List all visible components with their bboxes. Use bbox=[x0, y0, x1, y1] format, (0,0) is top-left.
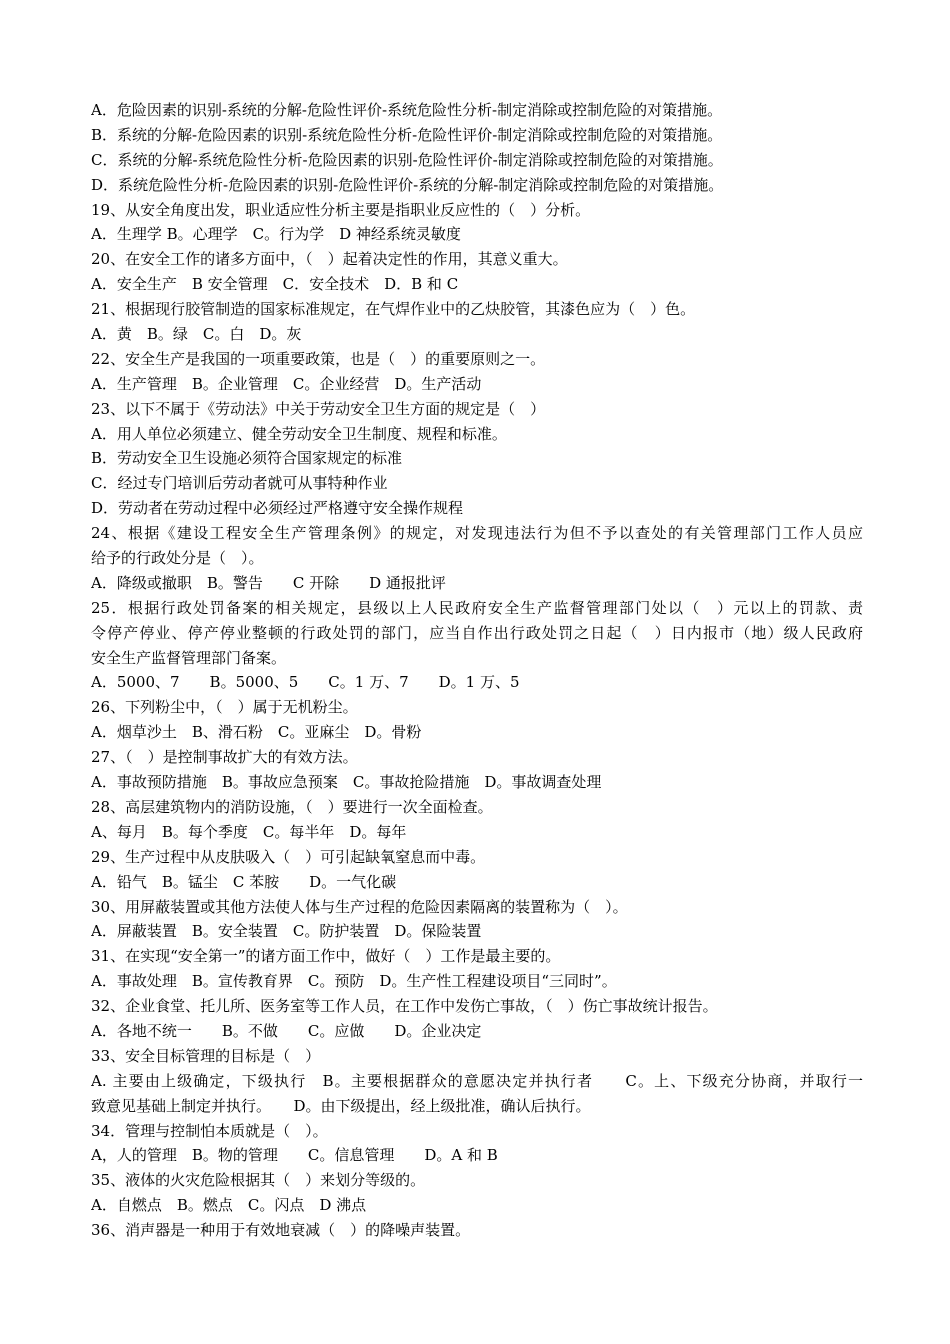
text-line: C．系统的分解-系统危险性分析-危险因素的识别-危险性评价-制定消除或控制危险的对策措施。 bbox=[91, 150, 723, 169]
text-line: 23、以下不属于《劳动法》中关于劳动安全卫生方面的规定是（ ） bbox=[91, 399, 546, 418]
text-line: A．危险因素的识别-系统的分解-危险性评价-系统危险性分析-制定消除或控制危险的对策措施。 bbox=[91, 101, 723, 119]
text-line: 31、在实现“安全第一”的诸方面工作中，做好（ ）工作是最主要的。 bbox=[91, 947, 561, 966]
text-line: A．生理学 B。心理学 C。行为学 D 神经系统灵敏度 bbox=[91, 225, 461, 244]
text-line: B．系统的分解-危险因素的识别-系统危险性分析-危险性评价-制定消除或控制危险的对策措施。 bbox=[91, 125, 723, 144]
text-line: 令停产停业、停产停业整顿的行政处罚的部门，应当自作出行政处罚之日起（ ）日内报市（地）级人民政府 bbox=[91, 623, 863, 642]
text-line: 给予的行政处分是（ ）。 bbox=[91, 549, 264, 568]
text-line: 30、用屏蔽装置或其他方法使人体与生产过程的危险因素隔离的装置称为（ ）。 bbox=[91, 897, 628, 916]
text-line: A．5000、7 B。5000、5 C。1 万、7 D。1 万、5 bbox=[91, 673, 520, 692]
text-line: A．生产管理 B。企业管理 C。企业经营 D。生产活动 bbox=[91, 374, 482, 393]
text-line: A．烟草沙土 B、滑石粉 C。亚麻尘 D。骨粉 bbox=[91, 723, 422, 742]
text-line: 21、根据现行胶管制造的国家标准规定，在气焊作业中的乙炔胶管，其漆色应为（ ）色。 bbox=[91, 300, 696, 319]
text-line: 28、高层建筑物内的消防设施，（ ）要进行一次全面检查。 bbox=[91, 797, 493, 816]
text-line: 27、（ ）是控制事故扩大的有效方法。 bbox=[91, 748, 358, 767]
text-line: B．劳动安全卫生设施必须符合国家规定的标准 bbox=[91, 449, 403, 468]
text-line: A．自燃点 B。燃点 C。闪点 D 沸点 bbox=[91, 1196, 367, 1215]
text-line: 致意见基础上制定并执行。 D。由下级提出，经上级批准，确认后执行。 bbox=[91, 1096, 591, 1115]
text-line: A．事故预防措施 B。事故应急预案 C。事故抢险措施 D。事故调查处理 bbox=[91, 773, 602, 792]
text-line: C．经过专门培训后劳动者就可从事特种作业 bbox=[91, 474, 388, 493]
text-line: 19、从安全角度出发，职业适应性分析主要是指职业反应性的（ ）分析。 bbox=[91, 200, 591, 219]
text-line: 24、根据《建设工程安全生产管理条例》的规定，对发现违法行为但不予以查处的有关管理部门工作人员应 bbox=[91, 524, 863, 543]
text-line: D．劳动者在劳动过程中必须经过严格遵守安全操作规程 bbox=[91, 499, 464, 518]
text-line: 32、企业食堂、托儿所、医务室等工作人员，在工作中发伤亡事故，（ ）伤亡事故统计报告。 bbox=[91, 997, 718, 1016]
text-line: 29、生产过程中从皮肤吸入（ ）可引起缺氧窒息而中毒。 bbox=[91, 847, 486, 866]
text-line: 安全生产监督管理部门备案。 bbox=[91, 648, 287, 667]
text-line: A．铅气 B。锰尘 C 苯胺 D。一气化碳 bbox=[91, 872, 397, 891]
text-line: A．黄 B。绿 C。白 D。灰 bbox=[91, 325, 302, 344]
text-line: A．降级或撤职 B。警告 C 开除 D 通报批评 bbox=[91, 573, 446, 592]
text-line: 20、在安全工作的诸多方面中，（ ）起着决定性的作用，其意义重大。 bbox=[91, 250, 568, 269]
text-line: 36、消声器是一种用于有效地衰减（ ）的降噪声装置。 bbox=[91, 1221, 471, 1240]
question-text-block bbox=[91, 98, 863, 1243]
text-line: 25．根据行政处罚备案的相关规定，县级以上人民政府安全生产监督管理部门处以（ ）元以上的罚款、责 bbox=[91, 598, 863, 617]
text-line: D．系统危险性分析-危险因素的识别-危险性评价-系统的分解-制定消除或控制危险的对策措施。 bbox=[91, 175, 724, 194]
text-line: A．事故处理 B。宣传教育界 C。预防 D。生产性工程建设项目“三同时”。 bbox=[91, 972, 617, 991]
text-line: A. 主要由上级确定，下级执行 B。主要根据群众的意愿决定并执行者 C。上、下级充分协商，并取行一 bbox=[91, 1071, 863, 1090]
text-line: 35、液体的火灾危险根据其（ ）来划分等级的。 bbox=[91, 1171, 426, 1190]
text-line: A．屏蔽装置 B。安全装置 C。防护装置 D。保险装置 bbox=[91, 922, 482, 941]
text-line: A．安全生产 B 安全管理 C．安全技术 D．B 和 C bbox=[91, 275, 459, 294]
text-line: A，人的管理 B。物的管理 C。信息管理 D。A 和 B bbox=[91, 1146, 498, 1165]
text-line: 22、安全生产是我国的一项重要政策，也是（ ）的重要原则之一。 bbox=[91, 349, 546, 368]
text-line: A、每月 B。每个季度 C。每半年 D。每年 bbox=[91, 822, 407, 841]
text-line: A．用人单位必须建立、健全劳动安全卫生制度、规程和标准。 bbox=[91, 424, 507, 443]
text-line: 34．管理与控制怕本质就是（ ）。 bbox=[91, 1121, 328, 1140]
text-line: 26、下列粉尘中，（ ）属于无机粉尘。 bbox=[91, 698, 358, 717]
text-line: A．各地不统一 B。不做 C。应做 D。企业决定 bbox=[91, 1021, 482, 1040]
text-line: 33、安全目标管理的目标是（ ） bbox=[91, 1046, 321, 1065]
